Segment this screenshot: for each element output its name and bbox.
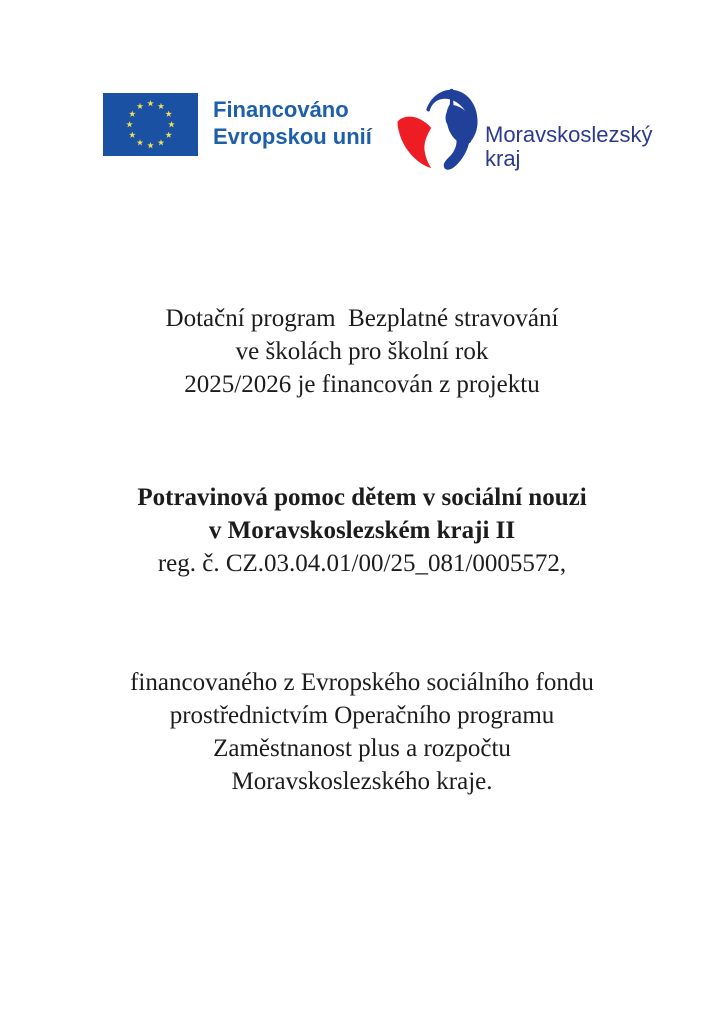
intro-paragraph — [0, 302, 724, 401]
project-paragraph — [0, 481, 724, 580]
msk-tower-icon — [396, 86, 480, 174]
funding-line3: Zaměstnanost plus a rozpočtu — [213, 735, 511, 762]
msk-blue-shape — [426, 89, 477, 170]
funding-line1: financovaného z Evropského sociálního fondu — [130, 669, 594, 696]
project-title-line1: Potravinová pomoc dětem v sociální nouzi — [137, 484, 587, 511]
intro-line3: 2025/2026 je financován z projektu — [184, 371, 540, 398]
msk-caption-line2: kraj — [485, 146, 521, 171]
funding-line4: Moravskoslezského kraje. — [231, 768, 493, 795]
msk-region-logo — [396, 86, 652, 174]
msk-red-ribbon — [398, 117, 432, 168]
eu-flag-icon — [103, 93, 198, 156]
eu-caption-line1: Financováno — [213, 97, 349, 122]
intro-line2: ve školách pro školní rok — [235, 338, 489, 365]
project-title-line2: v Moravskoslezském kraji II — [208, 517, 516, 544]
eu-caption-line2: Evropskou unií — [213, 124, 372, 149]
eu-funding-logo — [103, 93, 372, 156]
msk-caption — [485, 123, 652, 171]
intro-line1: Dotační program Bezplatné stravování — [165, 305, 559, 332]
funding-paragraph — [0, 666, 724, 798]
msk-caption-line1: Moravskoslezský — [485, 122, 653, 147]
funding-line2: prostřednictvím Operačního programu — [169, 702, 555, 729]
eu-caption — [213, 96, 372, 150]
project-reg-number: reg. č. CZ.03.04.01/00/25_081/0005572, — [157, 550, 567, 577]
